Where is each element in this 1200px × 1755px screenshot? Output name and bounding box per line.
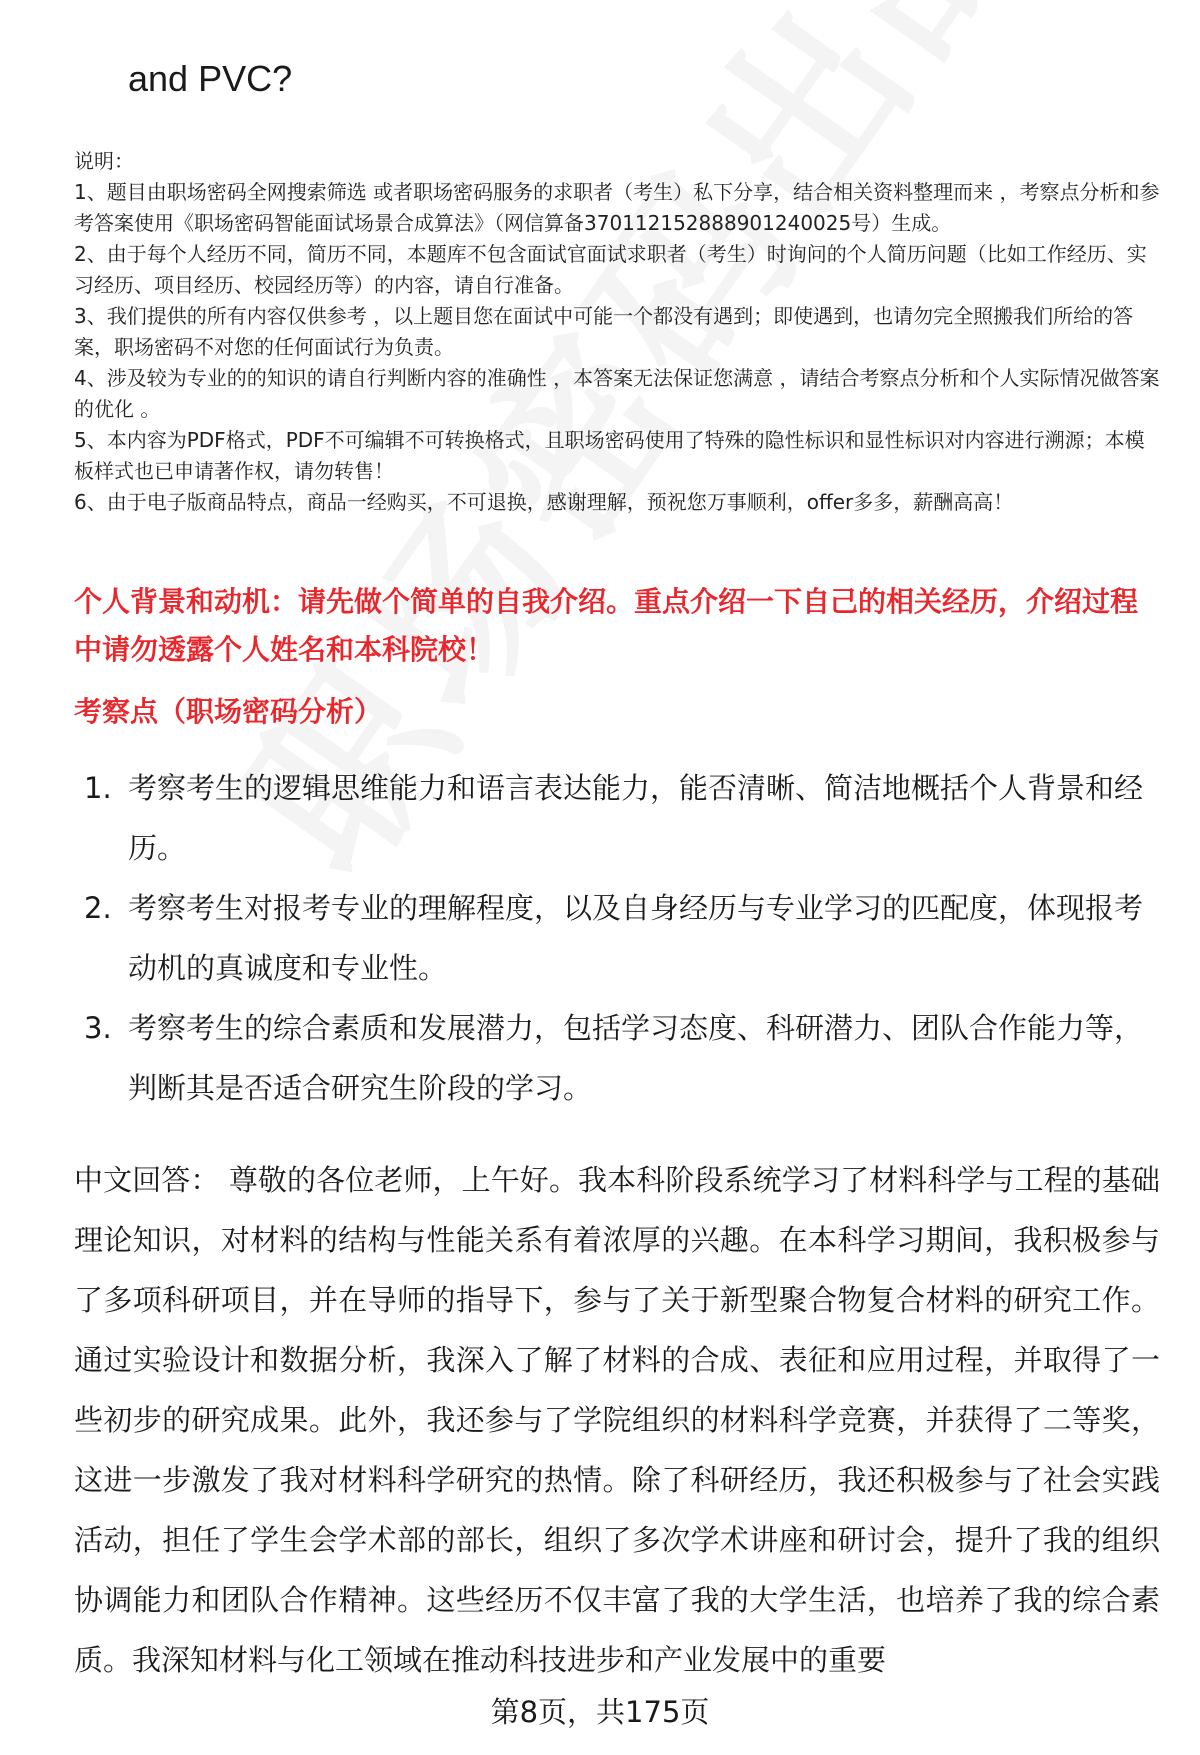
note-item: 5、本内容为PDF格式，PDF不可编辑不可转换格式，且职场密码使用了特殊的隐性标识和显性标识对内容进行溯源；本模板样式也已申请著作权，请勿转售！ [74, 428, 1145, 483]
notes-heading: 说明： [74, 149, 134, 173]
list-number: 1. [84, 771, 112, 805]
interview-question: 个人背景和动机：请先做个简单的自我介绍。重点介绍一下自己的相关经历，介绍过程中请勿透露个人姓名和本科院校！ [74, 585, 1139, 666]
question-tail: and PVC? [128, 58, 293, 99]
list-item [74, 758, 1164, 878]
list-item [74, 878, 1164, 998]
note-item: 3、我们提供的所有内容仅供参考 ，以上题目您在面试中可能一个都没有遇到；即使遇到，也请勿完全照搬我们所给的答案，职场密码不对您的任何面试行为负责。 [74, 304, 1134, 359]
note-item: 6、由于电子版商品特点，商品一经购买，不可退换，感谢理解，预祝您万事顺利，offer多多，薪酬高高！ [74, 490, 1014, 514]
note-item: 2、由于每个人经历不同，简历不同，本题库不包含面试官面试求职者（考生）时询问的个人简历问题（比如工作经历、实习经历、项目经历、校园经历等）的内容，请自行准备。 [74, 242, 1147, 297]
note-item: 1、题目由职场密码全网搜索筛选 或者职场密码服务的求职者（考生）私下分享，结合相关资料整理而来 ，考察点分析和参考答案使用《职场密码智能面试场景合成算法》（网信算备370112152888901240025号）生成。 [74, 180, 1160, 235]
list-number: 2. [84, 891, 112, 925]
assessment-points [74, 758, 1164, 1118]
list-text: 考察考生对报考专业的理解程度，以及自身经历与专业学习的匹配度，体现报考动机的真诚度和专业性。 [128, 891, 1144, 985]
disclaimer-notes [74, 146, 1164, 518]
list-text: 考察考生的综合素质和发展潜力，包括学习态度、科研潜力、团队合作能力等，判断其是否适合研究生阶段的学习。 [128, 1011, 1144, 1105]
list-item [74, 998, 1164, 1118]
note-item: 4、涉及较为专业的的知识的请自行判断内容的准确性 ，本答案无法保证您满意 ，请结合考察点分析和个人实际情况做答案的优化 。 [74, 366, 1160, 421]
list-text: 考察考生的逻辑思维能力和语言表达能力，能否清晰、简洁地概括个人背景和经历。 [128, 771, 1144, 865]
section-title: 考察点（职场密码分析） [74, 695, 383, 728]
list-number: 3. [84, 1011, 112, 1045]
chinese-answer: 中文回答： 尊敬的各位老师，上午好。我本科阶段系统学习了材料科学与工程的基础理论知识，对材料的结构与性能关系有着浓厚的兴趣。在本科学习期间，我积极参与了多项科研项目，并在导师的指导下，参与了关于新型聚合物复合材料的研究工作。通过实验设计和数据分析，我深入了解了材料的合成、表征和应用过程，并取得了一些初步的研究成果。此外，我还参与了学院组织的材料科学竞赛，并获得了二等奖，这进一步激发了我对材料科学研究的热情。除了科研经历，我还积极参与了社会实践活动，担任了学生会学术部的部长，组织了多次学术讲座和研讨会，提升了我的组织协调能力和团队合作精神。这些经历不仅丰富了我的大学生活，也培养了我的综合素质。我深知材料与化工领域在推动科技进步和产业发展中的重要 [74, 1163, 1160, 1677]
page-number: 第8页，共175页 [490, 1695, 710, 1729]
